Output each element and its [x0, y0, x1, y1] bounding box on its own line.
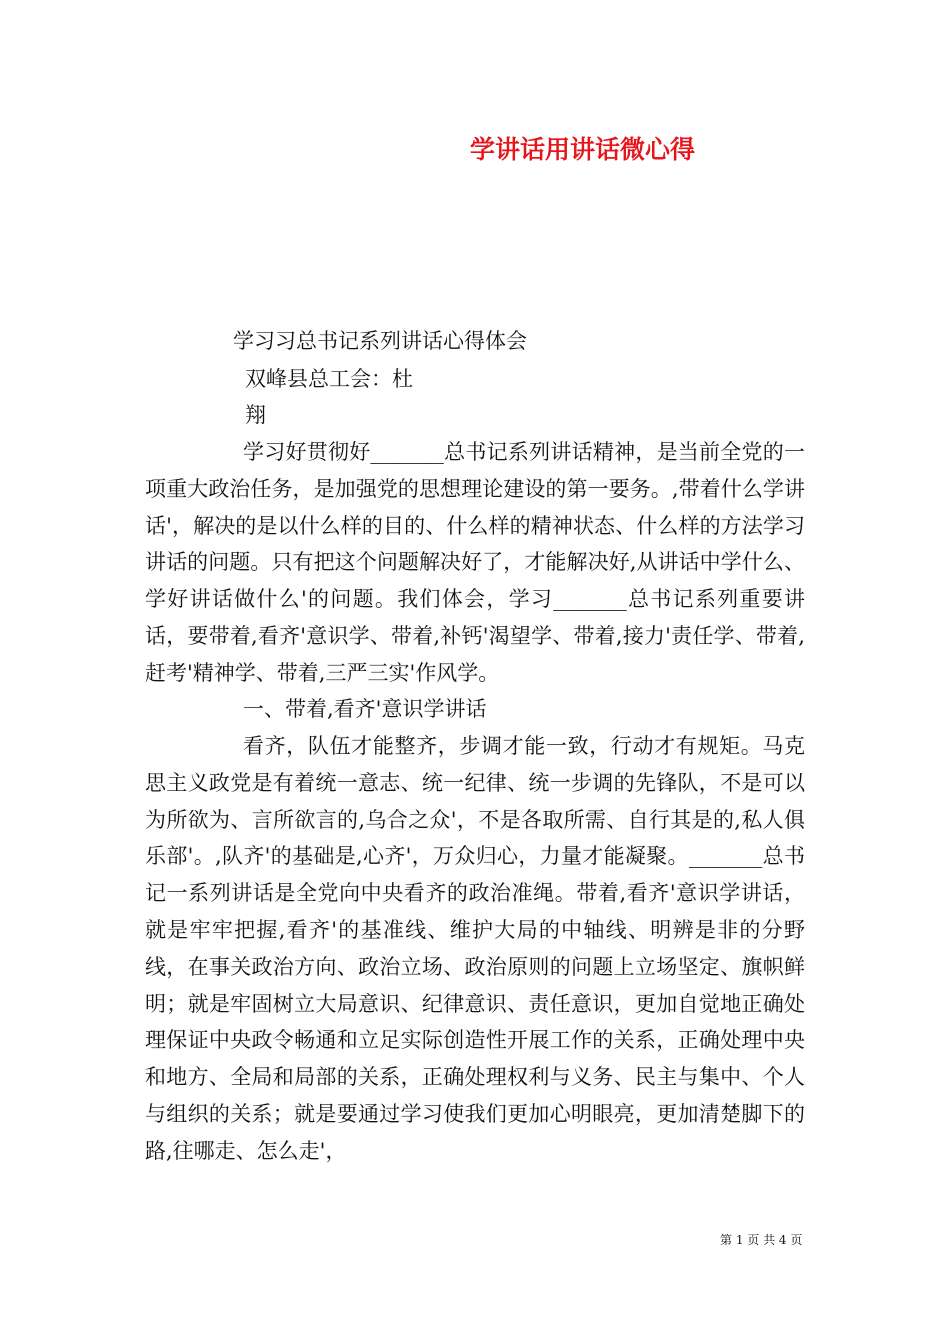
document-title: 学讲话用讲话微心得 [470, 135, 696, 164]
article-subtitle: 学习习总书记系列讲话心得体会 [233, 329, 527, 353]
paragraph-section-one: 看齐，队伍才能整齐，步调才能一致，行动才有规矩。马克思主义政党是有着统一意志、统一纪律、统一步调的先锋队，不是可以为所欲为、言所欲言的,乌合之众'，不是各取所需、自行其是的,私人俱乐部'。,队齐'的基础是,心齐'，万众归心，力量才能凝聚。_______总书记一系列讲话是全党向中央看齐的政治准绳。带着,看齐'意识学讲话，就是牢牢把握,看齐'的基准线、维护大局的中轴线、明辨是非的分野线，在事关政治方向、政治立场、政治原则的问题上立场坚定、旗帜鲜明；就是牢固树立大局意识、纪律意识、责任意识，更加自觉地正确处理保证中央政令畅通和立足实际创造性开展工作的关系，正确处理中央和地方、全局和局部的关系，正确处理权利与义务、民主与集中、个人与组织的关系；就是要通过学习使我们更加心明眼亮，更加清楚脚下的路,往哪走、怎么走'， [145, 734, 805, 1163]
author-line-continued: 翔 [245, 403, 266, 427]
author-line: 双峰县总工会：杜 [245, 367, 413, 391]
section-heading: 一、带着,看齐'意识学讲话 [243, 697, 487, 721]
page-indicator: 第 1 页 共 4 页 [720, 1233, 803, 1247]
paragraph-intro: 学习好贯彻好_______总书记系列讲话精神，是当前全党的一项重大政治任务，是加强党的思想理论建设的第一要务。,带着什么学讲话'，解决的是以什么样的目的、什么样的精神状态、什么样的方法学习讲话的问题。只有把这个问题解决好了，才能解决好,从讲话中学什么、学好讲话做什么'的问题。我们体会，学习_______总书记系列重要讲话，要带着,看齐'意识学、带着,补钙'渴望学、带着,接力'责任学、带着,赶考'精神学、带着,三严三实'作风学。 [145, 440, 805, 685]
